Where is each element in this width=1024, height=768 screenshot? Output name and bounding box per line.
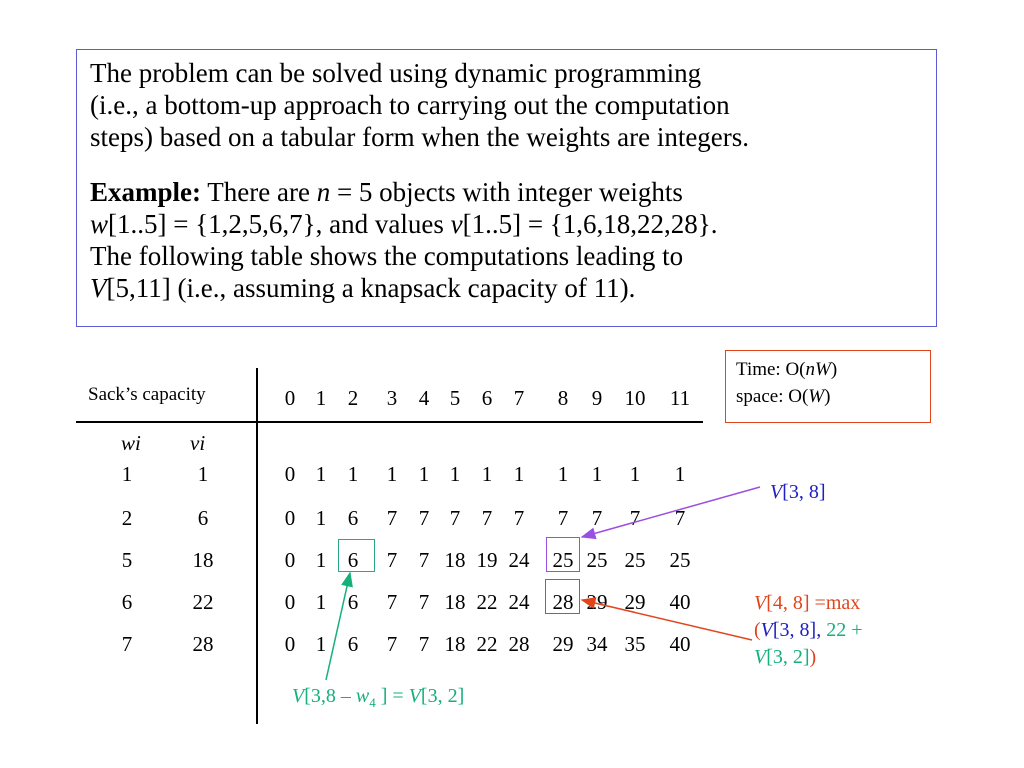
table-cell: 24: [508, 590, 530, 614]
table-cell: 7: [418, 548, 430, 572]
capacity-header-cell: 2: [347, 386, 359, 410]
table-cell: 1: [481, 462, 493, 486]
table-cell: 35: [624, 632, 646, 656]
annotation-text: (: [754, 619, 761, 641]
example-line-3: The following table shows the computations leading to: [90, 241, 684, 271]
table-cell: 0: [284, 462, 296, 486]
table-cell: 29: [586, 590, 608, 614]
time-text: ): [830, 359, 838, 380]
annotation-var: V: [754, 646, 767, 668]
capacity-header-cell: 4: [418, 386, 430, 410]
table-cell: 7: [557, 506, 569, 530]
example-var-V: V: [90, 273, 107, 303]
annotation-text: [3, 8]: [782, 481, 826, 503]
example-text: [1..5] = {1,2,5,6,7}, and values: [108, 209, 451, 239]
table-cell: 0: [284, 506, 296, 530]
table-cell: 6: [347, 548, 359, 572]
capacity-header-cell: 0: [284, 386, 296, 410]
annotation-subscript: 4: [369, 695, 376, 710]
capacity-header-cell: 6: [481, 386, 493, 410]
table-cell: 18: [444, 632, 466, 656]
item-value: 22: [192, 590, 214, 614]
table-cell: 22: [476, 590, 498, 614]
table-cell: 6: [347, 506, 359, 530]
space-var: W: [808, 386, 825, 407]
annotation-var: V: [770, 481, 783, 503]
table-cell: 19: [476, 548, 498, 572]
time-var: nW: [805, 359, 831, 380]
table-cell: 18: [444, 590, 466, 614]
table-cell: 1: [629, 462, 641, 486]
annotation-text: 22 +: [821, 619, 863, 641]
annotation-var: V: [292, 685, 305, 707]
table-cell: 1: [674, 462, 686, 486]
arrow-v38: [582, 487, 760, 537]
table-cell: 7: [481, 506, 493, 530]
capacity-header-cell: 11: [669, 386, 691, 410]
table-cell: 7: [449, 506, 461, 530]
capacity-header-cell: 1: [315, 386, 327, 410]
annotation-text: ] =: [375, 685, 409, 707]
table-cell: 18: [444, 548, 466, 572]
table-cell: 24: [508, 548, 530, 572]
annotation-text: [4, 8] =max: [766, 592, 861, 614]
example-text: There are: [201, 177, 317, 207]
example-var-v: v: [450, 209, 463, 239]
capacity-header-cell: 10: [624, 386, 646, 410]
table-cell: 1: [591, 462, 603, 486]
table-cell: 7: [386, 548, 398, 572]
annotation-text: [3, 2]: [766, 646, 810, 668]
time-text: Time: O(: [736, 359, 806, 380]
item-value: 6: [197, 506, 209, 530]
table-cell: 25: [669, 548, 691, 572]
table-cell: 7: [674, 506, 686, 530]
example-var-n: n: [316, 177, 331, 207]
table-cell: 7: [386, 632, 398, 656]
capacity-label: Sack’s capacity: [88, 384, 206, 405]
table-cell: 34: [586, 632, 608, 656]
capacity-header-cell: 8: [557, 386, 569, 410]
table-cell: 1: [315, 462, 327, 486]
capacity-header-cell: 3: [386, 386, 398, 410]
table-cell: 1: [315, 632, 327, 656]
example-text: = 5 objects with integer weights: [330, 177, 683, 207]
annotation-var: w: [355, 685, 370, 707]
annotation-text: ): [809, 646, 817, 668]
table-cell: 0: [284, 632, 296, 656]
example-text: [1..5] = {1,6,18,22,28}.: [462, 209, 718, 239]
intro-line: (i.e., a bottom-up approach to carrying out the computation: [90, 90, 730, 120]
table-cell: 1: [315, 548, 327, 572]
item-value: 18: [192, 548, 214, 572]
table-cell: 1: [386, 462, 398, 486]
annotation-var: V: [760, 619, 773, 641]
table-cell: 22: [476, 632, 498, 656]
vi-header: vi: [190, 431, 206, 455]
annotation-text: [3, 8],: [772, 619, 822, 641]
annotation-text: [3, 2]: [420, 685, 465, 707]
table-cell: 25: [586, 548, 608, 572]
annotation-var: V: [408, 685, 421, 707]
capacity-header-cell: 5: [449, 386, 461, 410]
example-text: [5,11] (i.e., assuming a knapsack capacity of 11).: [106, 273, 636, 303]
item-weight: 1: [121, 462, 133, 486]
table-cell: 40: [669, 590, 691, 614]
space-text: space: O(: [736, 386, 809, 407]
example-var-w: w: [90, 209, 109, 239]
capacity-header-cell: 9: [591, 386, 603, 410]
table-cell: 7: [629, 506, 641, 530]
table-cell: 7: [591, 506, 603, 530]
table-cell: 7: [513, 506, 525, 530]
table-cell: 7: [418, 506, 430, 530]
item-weight: 6: [121, 590, 133, 614]
item-weight: 5: [121, 548, 133, 572]
table-cell: 0: [284, 548, 296, 572]
intro-line: The problem can be solved using dynamic programming: [90, 58, 702, 88]
table-cell: 7: [386, 506, 398, 530]
item-weight: 7: [121, 632, 133, 656]
table-cell: 25: [624, 548, 646, 572]
table-cell: 29: [624, 590, 646, 614]
table-cell: 0: [284, 590, 296, 614]
table-cell: 1: [347, 462, 359, 486]
arrow-vw4: [326, 573, 350, 680]
space-text: ): [824, 386, 831, 407]
table-cell: 1: [449, 462, 461, 486]
item-value: 1: [197, 462, 209, 486]
annotation-var: V: [754, 592, 767, 614]
table-cell: 28: [508, 632, 530, 656]
item-value: 28: [192, 632, 214, 656]
annotation-text: [3,8 –: [304, 685, 356, 707]
table-cell: 28: [552, 590, 574, 614]
wi-header: wi: [121, 431, 141, 455]
table-cell: 6: [347, 590, 359, 614]
table-cell: 6: [347, 632, 359, 656]
capacity-header-cell: 7: [513, 386, 525, 410]
table-cell: 7: [418, 590, 430, 614]
table-cell: 1: [418, 462, 430, 486]
table-cell: 1: [315, 506, 327, 530]
table-cell: 7: [418, 632, 430, 656]
example-label: Example:: [90, 177, 201, 207]
intro-line: steps) based on a tabular form when the weights are integers.: [90, 122, 750, 152]
table-cell: 1: [557, 462, 569, 486]
table-cell: 40: [669, 632, 691, 656]
item-weight: 2: [121, 506, 133, 530]
table-cell: 1: [315, 590, 327, 614]
table-cell: 29: [552, 632, 574, 656]
table-cell: 1: [513, 462, 525, 486]
table-cell: 25: [552, 548, 574, 572]
arrow-v48: [582, 600, 752, 640]
table-cell: 7: [386, 590, 398, 614]
